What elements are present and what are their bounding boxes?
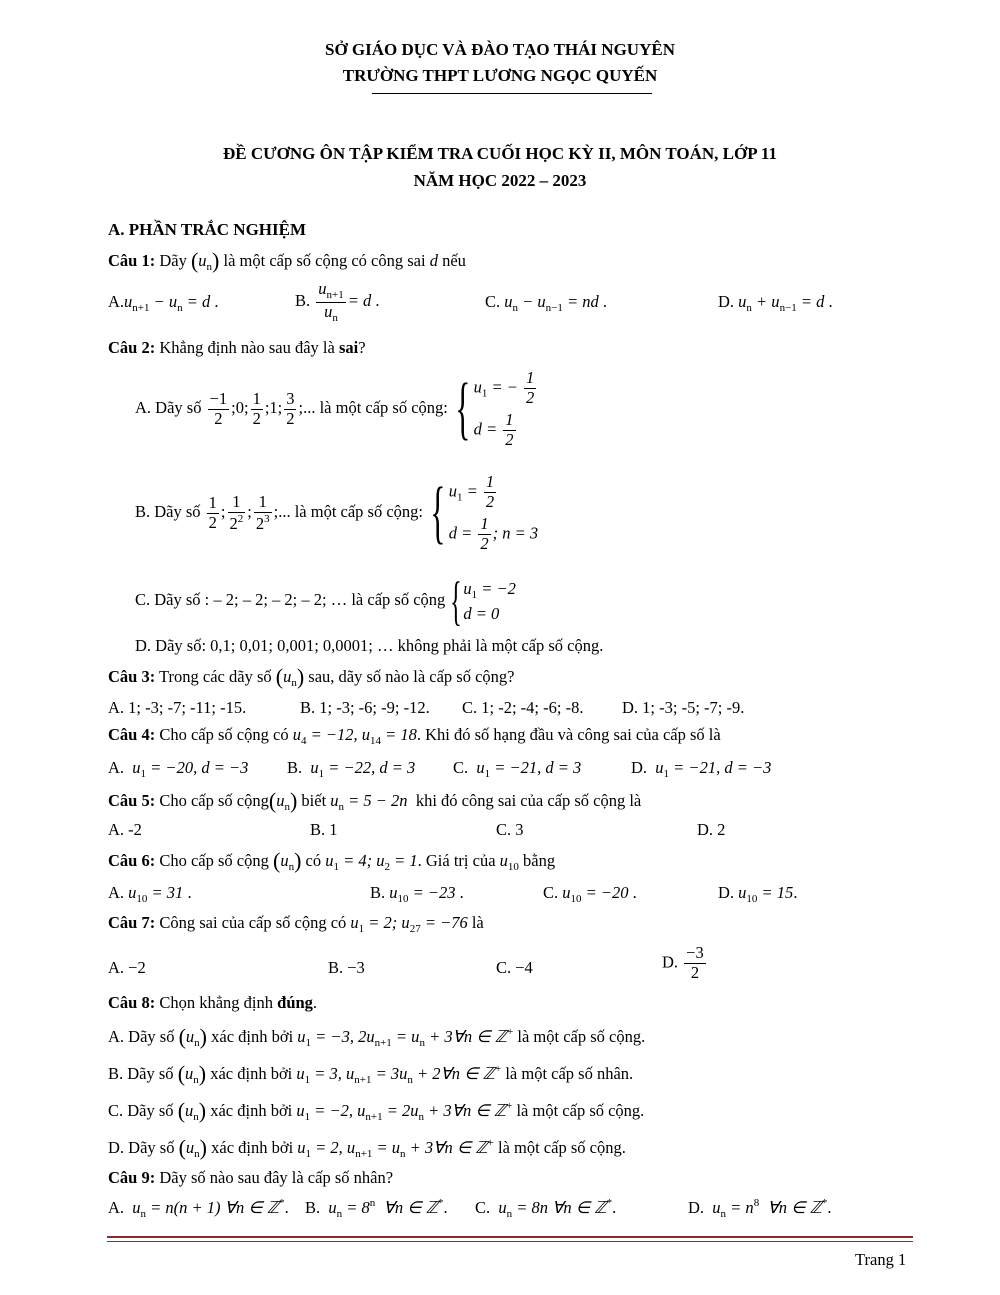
q9-option-a: A. $u_n = n(n + 1)$ ∀n ∈ ℤ*. [108, 1197, 289, 1220]
q8-option-c: C. Dãy số $(u_n)$ xác định bởi $u_1 = -2$, $u_{n+1} = 2u_n$ + 3∀n ∈ ℤ+ là một cấp số cộng. [108, 1098, 645, 1123]
q1-option-c: C. $u_n - u_{n-1}$ = nd . [485, 292, 608, 314]
q1-option-d: D. $u_n + u_{n-1} = d$ . [718, 292, 833, 314]
q4-option-a: A. $u_1 = -20$, d = −3 [108, 758, 249, 780]
document-title: ĐỀ CƯƠNG ÔN TẬP KIỂM TRA CUỐI HỌC KỲ II, MÔN TOÁN, LỚP 11 [223, 144, 777, 163]
footer-rule-top [107, 1236, 913, 1238]
department-name: SỞ GIÁO DỤC VÀ ĐÀO TẠO THÁI NGUYÊN [325, 40, 675, 59]
q3-option-d: D. 1; -3; -5; -7; -9. [622, 698, 745, 717]
question-label: Câu 1: [108, 251, 156, 270]
q8-option-a: A. Dãy số $(u_n)$ xác định bởi $u_1 = -3$, $2u_{n+1} = u_n$ + 3∀n ∈ ℤ+ là một cấp số cộng. [108, 1024, 646, 1049]
q9-option-c: C. $u_n = 8n$ ∀n ∈ ℤ*. [475, 1197, 617, 1220]
q3-option-a: A. 1; -3; -7; -11; -15. [108, 698, 247, 717]
q6-option-d: D. $u_{10} = 15$. [718, 883, 798, 905]
q4-option-d: D. $u_1 = -21$, d = −3 [631, 758, 772, 780]
q7-option-d: D. $\frac{-3}{2}$ [662, 943, 704, 982]
q5-option-b: B. 1 [310, 820, 338, 839]
q7-option-c: C. −4 [496, 958, 533, 977]
q5-option-c: C. 3 [496, 820, 524, 839]
question-3: Câu 3: Trong các dãy số $(u_n)$ sau, dãy số nào là cấp số cộng? [108, 664, 515, 689]
q9-option-d: D. $u_n = n^8$ ∀n ∈ ℤ*. [688, 1197, 832, 1220]
q6-option-b: B. $u_{10} = -23$ . [370, 883, 464, 905]
school-name: TRƯỜNG THPT LƯƠNG NGỌC QUYẾN [342, 66, 658, 85]
q8-option-b: B. Dãy số $(u_n)$ xác định bởi $u_1 = 3$, $u_{n+1} = 3u_n$ + 2∀n ∈ ℤ+ là một cấp số nhân. [108, 1061, 634, 1086]
school-year: NĂM HỌC 2022 – 2023 [413, 171, 587, 190]
q2-option-a: A. Dãy số $\frac{-1}{2}$ ;0; $\frac{1}{2}$ ;1; $\frac{3}{2}$ ;... là một cấp số cộng: { $u_1$ = − $\frac{1}{2}$ d = $\frac{1}{2}$ [135, 368, 535, 449]
question-5: Câu 5: Cho cấp số $cộng(u_n)$ biết $u_n = 5 - 2n$ khi đó công sai của cấp số cộng là [108, 788, 642, 813]
q7-option-b: B. −3 [328, 958, 365, 977]
q4-option-b: B. $u_1 = -22$, d = 3 [287, 758, 416, 780]
q6-option-c: C. $u_{10} = -20$ . [543, 883, 637, 905]
q3-option-c: C. 1; -2; -4; -6; -8. [462, 698, 584, 717]
q3-option-b: B. 1; -3; -6; -9; -12. [300, 698, 430, 717]
q6-option-a: A. $u_{10} = 31$ . [108, 883, 192, 905]
question-2: Câu 2: Khẳng định nào sau đây là sai? [108, 338, 366, 357]
section-heading: A. PHẦN TRẮC NGHIỆM [108, 220, 307, 239]
question-4: Câu 4: Cho cấp số cộng có $u_4 = -12$, $u_{14} = 18$. Khi đó số hạng đầu và công sai của cấp số là [108, 725, 721, 747]
q2-option-b: B. Dãy số $\frac{1}{2}$ ; $\frac{1}{2^2}$ ; $\frac{1}{2^3}$ ;... là một cấp số cộng: { $u_1$ = $\frac{1}{2}$ d = $\frac{1}{2}$ ; n = 3 [135, 472, 539, 553]
question-7: Câu 7: Công sai của cấp số cộng có $u_1 = 2$; $u_{27} = -76$ là [108, 913, 484, 935]
q5-option-d: D. 2 [697, 820, 726, 839]
q1-option-a: $A.u_{n+1} - u_n = d$ . [108, 292, 219, 314]
q1-option-b: B. $\frac{u_{n+1}}{u_n}$ = d . [295, 279, 380, 324]
q7-option-a: A. −2 [108, 958, 146, 977]
q2-option-c: C. Dãy số : – 2; – 2; – 2; – 2; … là cấp số cộng { $u_1 = -2$ d = 0 [135, 571, 516, 631]
footer-rule-bottom [107, 1241, 913, 1242]
question-8: Câu 8: Chọn khẳng định đúng. [108, 993, 318, 1012]
question-9: Câu 9: Dãy số nào sau đây là cấp số nhân? [108, 1168, 394, 1187]
question-1: Câu 1: Dãy $(u_n)$ là một cấp số cộng có công sai d nếu [108, 248, 466, 273]
page-number: Trang 1 [855, 1250, 907, 1269]
question-6: Câu 6: Cho cấp số cộng $(u_n)$ có $u_1 = 4$; $u_2 = 1$. Giá trị của $u_{10}$ bằng [108, 848, 556, 873]
q8-option-d: D. Dãy số $(u_n)$ xác định bởi $u_1 = 2$, $u_{n+1} = u_n$ + 3∀n ∈ ℤ+ là một cấp số cộng. [108, 1135, 626, 1160]
q4-option-c: C. $u_1 = -21$, d = 3 [453, 758, 582, 780]
q2-option-d: D. Dãy số: 0,1; 0,01; 0,001; 0,0001; … không phải là một cấp số cộng. [135, 636, 604, 655]
header-underline [372, 93, 652, 94]
q5-option-a: A. -2 [108, 820, 142, 839]
q9-option-b: B. $u_n = 8^n$ ∀n ∈ ℤ*. [305, 1197, 448, 1220]
